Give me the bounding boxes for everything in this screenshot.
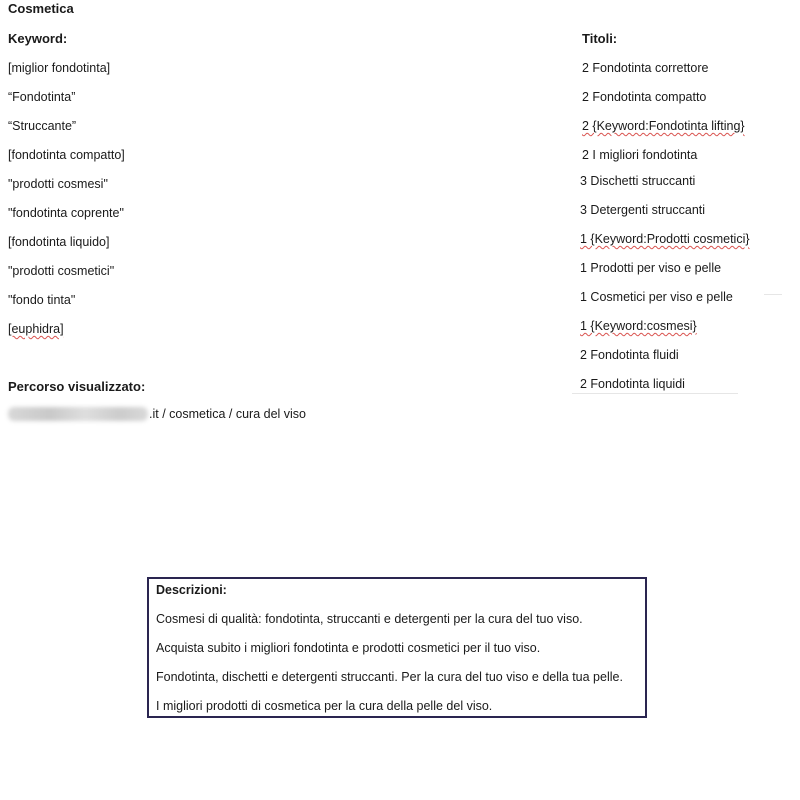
title-item: 1 {Keyword:Prodotti cosmetici}	[580, 232, 750, 246]
title-item: 2 {Keyword:Fondotinta lifting}	[582, 119, 745, 133]
path-heading: Percorso visualizzato:	[8, 379, 146, 394]
keyword-item: [fondotinta liquido]	[8, 235, 110, 249]
description-item: Fondotinta, dischetti e detergenti struccanti. Per la cura del tuo viso e della tua pelle.	[156, 670, 623, 684]
document-title: Cosmetica	[8, 1, 74, 16]
keyword-item: [miglior fondotinta]	[8, 61, 111, 75]
path-suffix: .it / cosmetica / cura del viso	[149, 407, 307, 421]
title-item: 3 Detergenti struccanti	[580, 203, 706, 217]
titles-heading: Titoli:	[582, 31, 618, 46]
divider-line	[572, 393, 738, 394]
keyword-heading: Keyword:	[8, 31, 68, 46]
keyword-item: “Fondotinta”	[8, 90, 76, 104]
title-item: 1 Cosmetici per viso e pelle	[580, 290, 733, 304]
keyword-item: [euphidra]	[8, 322, 64, 336]
descriptions-box	[147, 577, 647, 718]
title-item: 3 Dischetti struccanti	[580, 174, 696, 188]
keyword-item: "fondotinta coprente"	[8, 206, 124, 220]
title-item: 2 Fondotinta correttore	[582, 61, 709, 75]
title-item: 2 Fondotinta fluidi	[580, 348, 679, 362]
description-item: Cosmesi di qualità: fondotinta, struccanti e detergenti per la cura del tuo viso.	[156, 612, 583, 626]
keyword-item: "prodotti cosmesi"	[8, 177, 108, 191]
keyword-item: “Struccante”	[8, 119, 77, 133]
title-item: 1 Prodotti per viso e pelle	[580, 261, 722, 275]
display-path	[8, 407, 306, 421]
description-item: I migliori prodotti di cosmetica per la cura della pelle del viso.	[156, 699, 493, 713]
title-item: 2 Fondotinta compatto	[582, 90, 707, 104]
keyword-item: "fondo tinta"	[8, 293, 76, 307]
title-item: 2 Fondotinta liquidi	[580, 377, 685, 391]
blurred-domain	[8, 407, 148, 421]
title-item: 1 {Keyword:cosmesi}	[580, 319, 697, 333]
divider-line	[764, 294, 782, 295]
keyword-item: "prodotti cosmetici"	[8, 264, 115, 278]
keyword-item: [fondotinta compatto]	[8, 148, 125, 162]
descriptions-heading: Descrizioni:	[156, 583, 227, 597]
description-item: Acquista subito i migliori fondotinta e prodotti cosmetici per il tuo viso.	[156, 641, 541, 655]
title-item: 2 I migliori fondotinta	[582, 148, 698, 162]
